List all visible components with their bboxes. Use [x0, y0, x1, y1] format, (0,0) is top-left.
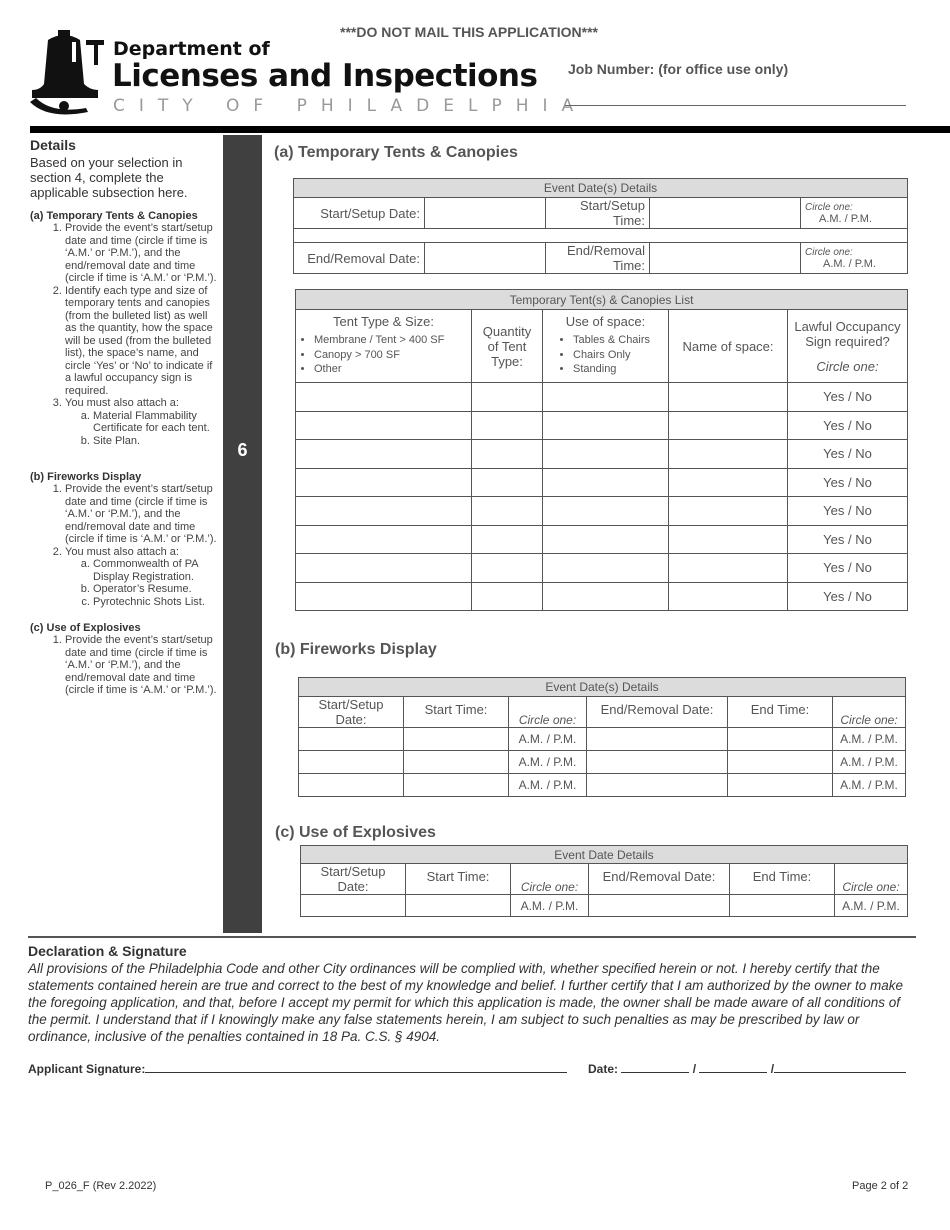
col-end-date: End/Removal Date: — [587, 697, 728, 728]
tents-dates-table — [293, 178, 908, 274]
end-time-label: End/Removal Time: — [546, 243, 650, 274]
yes-no-circle[interactable]: Yes / No — [788, 582, 908, 611]
signature-row — [28, 1061, 567, 1076]
ampm-circle[interactable]: A.M. / P.M. — [509, 774, 587, 797]
end-ampm-cell[interactable]: Circle one: A.M. / P.M. — [801, 243, 908, 274]
col-end-time: End Time: — [728, 697, 833, 728]
sidebar-b-sub: c. Pyrotechnic Shots List. — [93, 596, 220, 609]
use-of-space-field[interactable] — [543, 554, 669, 583]
sidebar-a-item: 2. Identify each type and size of temporary tents and canopies (from the bulleted list) as well as the quantity, how the space will be used (from the bulleted list), the space’s name, and circle ‘Yes’ or ‘No’ to indicate if a lawful occupancy sign is required. — [65, 285, 220, 398]
col-use-of-space: Use of space: — [565, 314, 646, 329]
ampm-circle[interactable]: A.M. / P.M. — [833, 728, 906, 751]
start-time-field[interactable] — [404, 774, 509, 797]
quantity-field[interactable] — [472, 383, 543, 412]
ampm-circle[interactable]: A.M. / P.M. — [509, 751, 587, 774]
end-time-field[interactable] — [728, 728, 833, 751]
tent-type-field[interactable] — [296, 468, 472, 497]
name-of-space-field[interactable] — [669, 554, 788, 583]
name-of-space-field[interactable] — [669, 440, 788, 469]
tent-type-option: • Membrane / Tent > 400 SF — [314, 333, 467, 348]
sidebar-b-item: 1. Provide the event’s start/setup date and time (circle if time is ‘A.M.’ or ‘P.M.’), and the end/removal date and time (circle if time is ‘A.M.’ or ‘P.M.’). — [65, 483, 220, 546]
fireworks-title: Event Date(s) Details — [299, 678, 906, 697]
col-tent-type: Tent Type & Size: — [333, 314, 434, 329]
col-circle-one: Circle one: — [511, 864, 589, 895]
end-time-field[interactable] — [728, 751, 833, 774]
start-time-field[interactable] — [406, 895, 511, 917]
end-time-field[interactable] — [650, 243, 801, 274]
use-of-space-field[interactable] — [543, 582, 669, 611]
quantity-field[interactable] — [472, 497, 543, 526]
date-row — [588, 1061, 906, 1076]
tent-type-field[interactable] — [296, 497, 472, 526]
start-time-field[interactable] — [404, 728, 509, 751]
col-start-time: Start Time: — [404, 697, 509, 728]
sidebar-b-item: 2. You must also attach a: a. Commonwealth of PA Display Registration. b. Operator’s Resume. c. Pyrotechnic Shots List. — [65, 546, 220, 609]
use-option: • Tables & Chairs — [573, 333, 664, 348]
col-circle-one: Circle one: — [509, 697, 587, 728]
yes-no-circle[interactable]: Yes / No — [788, 554, 908, 583]
start-ampm-cell[interactable]: Circle one: A.M. / P.M. — [801, 198, 908, 229]
tents-list-table — [295, 289, 908, 611]
tent-type-field[interactable] — [296, 411, 472, 440]
table-row — [296, 468, 908, 497]
quantity-field[interactable] — [472, 440, 543, 469]
end-date-label: End/Removal Date: — [294, 243, 425, 274]
end-date-field[interactable] — [425, 243, 546, 274]
use-option: • Chairs Only — [573, 348, 664, 363]
start-date-field[interactable] — [299, 751, 404, 774]
date-separator: / — [692, 1062, 697, 1076]
col-circle-one: Circle one: — [835, 864, 908, 895]
tents-heading: (a) Temporary Tents & Canopies — [274, 144, 518, 161]
name-of-space-field[interactable] — [669, 468, 788, 497]
quantity-field[interactable] — [472, 468, 543, 497]
explosives-table — [300, 845, 908, 917]
table-row — [296, 525, 908, 554]
tent-type-field[interactable] — [296, 383, 472, 412]
table-row — [296, 497, 908, 526]
use-of-space-field[interactable] — [543, 525, 669, 554]
sidebar-a-sub: a. Material Flammability Certificate for each tent. — [93, 410, 220, 435]
sidebar-a-sub: b. Site Plan. — [93, 435, 220, 448]
ampm-circle[interactable]: A.M. / P.M. — [835, 895, 908, 917]
job-number-label: Job Number: (for office use only) — [568, 61, 789, 77]
page-number: Page 2 of 2 — [852, 1180, 909, 1192]
details-sidebar — [30, 137, 220, 707]
job-number-field[interactable] — [565, 105, 906, 106]
end-date-field[interactable] — [587, 774, 728, 797]
tents-list-title: Temporary Tent(s) & Canopies List — [296, 290, 908, 310]
col-start-date: Start/Setup Date: — [301, 864, 406, 895]
yes-no-circle[interactable]: Yes / No — [788, 468, 908, 497]
yes-no-circle[interactable]: Yes / No — [788, 525, 908, 554]
col-end-time: End Time: — [730, 864, 835, 895]
table-row — [296, 554, 908, 583]
details-title: Details — [30, 137, 76, 153]
fireworks-heading: (b) Fireworks Display — [275, 641, 437, 658]
department-line1: Department of — [113, 38, 270, 60]
sidebar-c-title: (c) Use of Explosives — [30, 622, 141, 634]
col-start-time: Start Time: — [406, 864, 511, 895]
details-intro: Based on your selection in section 4, complete the applicable subsection here. — [30, 155, 188, 200]
use-of-space-field[interactable] — [543, 497, 669, 526]
yes-no-circle[interactable]: Yes / No — [788, 440, 908, 469]
start-date-label: Start/Setup Date: — [294, 198, 425, 229]
end-time-field[interactable] — [728, 774, 833, 797]
table-row — [299, 774, 906, 797]
date-year-field[interactable] — [774, 1061, 906, 1073]
col-sign-circle: Circle one: — [816, 358, 879, 374]
date-day-field[interactable] — [699, 1061, 767, 1073]
liberty-bell-logo — [28, 28, 106, 120]
department-name: Licenses and Inspections — [112, 58, 538, 94]
table-row — [296, 440, 908, 469]
table-row — [296, 582, 908, 611]
form-id: P_026_F (Rev 2.2022) — [45, 1180, 157, 1192]
ampm-circle[interactable]: A.M. / P.M. — [509, 728, 587, 751]
tents-list-header — [296, 310, 908, 383]
table-row — [301, 895, 908, 917]
quantity-field[interactable] — [472, 525, 543, 554]
col-circle-one: Circle one: — [833, 697, 906, 728]
yes-no-circle[interactable]: Yes / No — [788, 497, 908, 526]
sidebar-b-sub: a. Commonwealth of PA Display Registration. — [93, 558, 220, 583]
table-row — [296, 383, 908, 412]
end-date-field[interactable] — [587, 728, 728, 751]
header-divider — [30, 126, 950, 133]
sidebar-a-item: 1. Provide the event’s start/setup date and time (circle if time is ‘A.M.’ or ‘P.M.’), and the end/removal date and time (circle if time is ‘A.M.’ or ‘P.M.’). — [65, 222, 220, 285]
end-date-field[interactable] — [589, 895, 730, 917]
signature-label: Applicant Signature: — [28, 1062, 146, 1076]
start-time-label: Start/Setup Time: — [546, 198, 650, 229]
start-date-field[interactable] — [301, 895, 406, 917]
use-of-space-field[interactable] — [543, 440, 669, 469]
tent-type-field[interactable] — [296, 582, 472, 611]
table-row — [299, 751, 906, 774]
quantity-field[interactable] — [472, 411, 543, 440]
tents-dates-title: Event Date(s) Details — [294, 179, 908, 198]
declaration-text: All provisions of the Philadelphia Code and other City ordinances will be complied with, whether specified herein or not. I hereby certify that the statements contained herein are true and correct to the best of my knowledge and belief. I further certify that I am authorized by the owner to make the foregoing application, and that, before I accept my permit for which this application is made, the owner shall be made aware of all conditions of the permit. I understand that if I knowingly make any false statements herein, I am subject to such penalties as may be prescribed by law or ordinance, inclusive of the penalties contained in 18 Pa. C.S. § 4904. — [28, 961, 903, 1044]
start-time-field[interactable] — [404, 751, 509, 774]
use-option: • Standing — [573, 362, 664, 377]
sidebar-b-title: (b) Fireworks Display — [30, 471, 142, 483]
start-time-field[interactable] — [650, 198, 801, 229]
section-number: 6 — [237, 440, 248, 460]
sidebar-c-item: 1. Provide the event’s start/setup date and time (circle if time is ‘A.M.’ or ‘P.M.’), and the end/removal date and time (circle if time is ‘A.M.’ or ‘P.M.’). — [65, 634, 220, 697]
end-date-field[interactable] — [587, 751, 728, 774]
start-date-field[interactable] — [299, 728, 404, 751]
table-row — [299, 728, 906, 751]
explosives-title: Event Date Details — [301, 846, 908, 864]
tent-type-option: • Other — [314, 362, 467, 377]
name-of-space-field[interactable] — [669, 383, 788, 412]
sidebar-a-item: 3. You must also attach a: a. Material Flammability Certificate for each tent. b. Site Plan. — [65, 397, 220, 447]
name-of-space-field[interactable] — [669, 525, 788, 554]
city-name: CITY OF PHILADELPHIA — [113, 96, 588, 116]
use-of-space-field[interactable] — [543, 383, 669, 412]
start-date-field[interactable] — [425, 198, 546, 229]
fireworks-header — [299, 697, 906, 728]
tent-type-option: • Canopy > 700 SF — [314, 348, 467, 363]
yes-no-circle[interactable]: Yes / No — [788, 383, 908, 412]
ampm-circle[interactable]: A.M. / P.M. — [511, 895, 589, 917]
end-time-field[interactable] — [730, 895, 835, 917]
signature-field[interactable] — [145, 1061, 567, 1073]
tent-type-field[interactable] — [296, 440, 472, 469]
quantity-field[interactable] — [472, 582, 543, 611]
quantity-field[interactable] — [472, 554, 543, 583]
explosives-header — [301, 864, 908, 895]
explosives-heading: (c) Use of Explosives — [275, 824, 436, 841]
start-date-field[interactable] — [299, 774, 404, 797]
col-start-date: Start/Setup Date: — [299, 697, 404, 728]
date-month-field[interactable] — [621, 1061, 689, 1073]
name-of-space-field[interactable] — [669, 497, 788, 526]
ampm-circle[interactable]: A.M. / P.M. — [833, 751, 906, 774]
name-of-space-field[interactable] — [669, 411, 788, 440]
use-of-space-field[interactable] — [543, 411, 669, 440]
col-end-date: End/Removal Date: — [589, 864, 730, 895]
sidebar-b-sub: b. Operator’s Resume. — [93, 583, 220, 596]
tent-type-field[interactable] — [296, 525, 472, 554]
date-label: Date: — [588, 1062, 619, 1076]
name-of-space-field[interactable] — [669, 582, 788, 611]
table-row — [296, 411, 908, 440]
col-quantity: Quantity of Tent Type: — [472, 310, 543, 383]
fireworks-table — [298, 677, 906, 797]
declaration-title: Declaration & Signature — [28, 943, 187, 959]
ampm-circle[interactable]: A.M. / P.M. — [833, 774, 906, 797]
sidebar-a-title: (a) Temporary Tents & Canopies — [30, 210, 198, 222]
section-bar — [223, 135, 262, 933]
use-of-space-field[interactable] — [543, 468, 669, 497]
date-separator: / — [770, 1062, 775, 1076]
tent-type-field[interactable] — [296, 554, 472, 583]
yes-no-circle[interactable]: Yes / No — [788, 411, 908, 440]
do-not-mail-notice: ***DO NOT MAIL THIS APPLICATION*** — [340, 24, 598, 40]
col-sign-required: Lawful Occupancy Sign required? — [794, 318, 901, 349]
col-name-of-space: Name of space: — [669, 310, 788, 383]
declaration-divider — [28, 936, 916, 938]
